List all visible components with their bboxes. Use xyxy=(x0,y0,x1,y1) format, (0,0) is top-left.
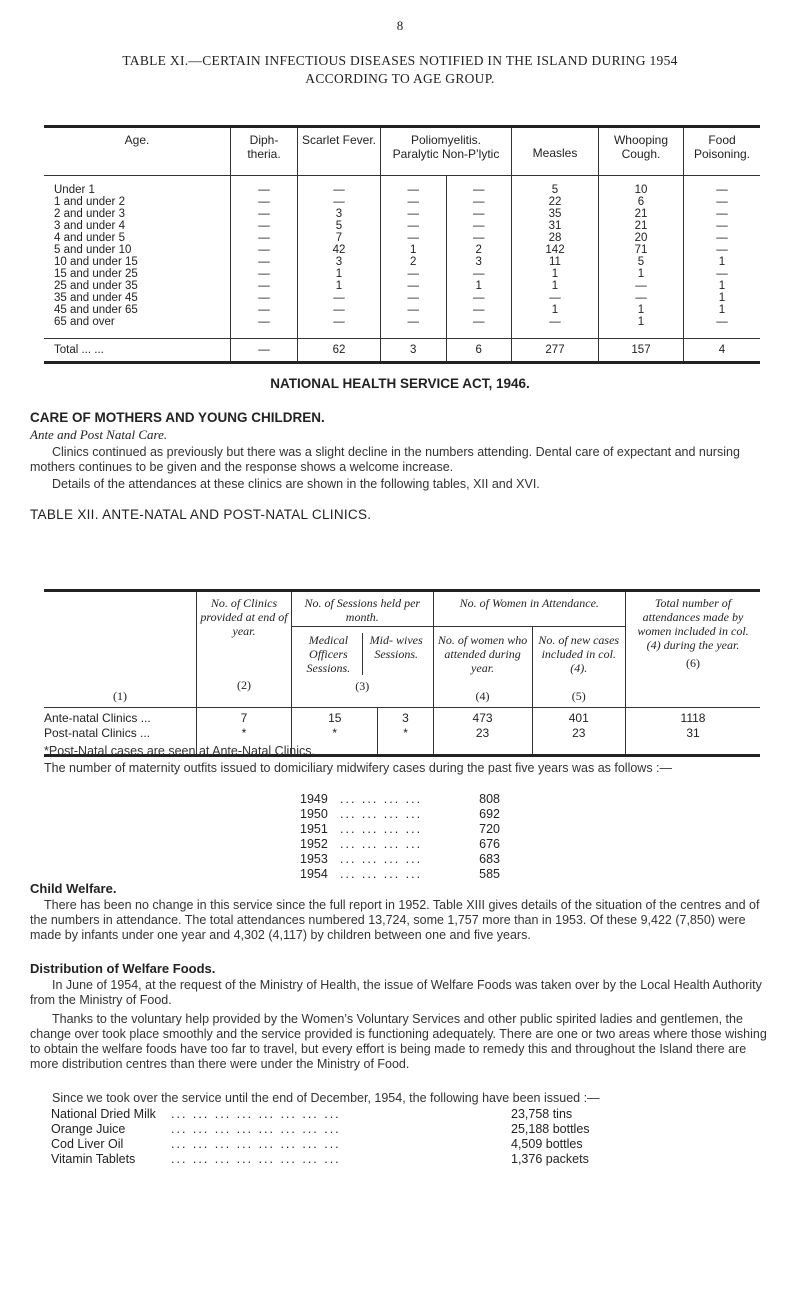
cell-polio-paralytic: — xyxy=(381,208,447,220)
cell-age: 5 and under 10 xyxy=(54,244,132,256)
table-row xyxy=(44,708,760,727)
cell-polio-paralytic: — xyxy=(381,304,447,316)
total-polio-nonparalytic: 6 xyxy=(446,339,512,363)
midwife-sessions: * xyxy=(378,726,433,756)
table-row xyxy=(44,220,760,232)
cell-whooping-cough: 1 xyxy=(599,304,684,316)
header-whooping-cough: Whooping Cough. xyxy=(599,127,684,176)
cell-scarlet-fever: 1 xyxy=(298,280,381,292)
cell-diphtheria: — xyxy=(231,256,298,268)
cell-food-poisoning: — xyxy=(684,316,761,339)
cell-diphtheria: — xyxy=(231,196,298,208)
nhs-heading: NATIONAL HEALTH SERVICE ACT, 1946. xyxy=(270,376,530,391)
cell-measles: 1 xyxy=(512,268,599,280)
col4-number: (4) xyxy=(475,689,490,703)
cell-polio-nonparalytic: — xyxy=(446,316,512,339)
table-row xyxy=(44,280,760,292)
list-item xyxy=(51,1137,751,1152)
col3b-label: Mid- wives Sessions. xyxy=(369,633,423,661)
outfits-list xyxy=(300,792,540,882)
table-row xyxy=(44,208,760,220)
clinics-count: 7 xyxy=(197,708,292,727)
clinics-count: * xyxy=(197,726,292,756)
cell-diphtheria: — xyxy=(231,268,298,280)
table-row xyxy=(44,176,760,197)
header-scarlet-fever: Scarlet Fever. xyxy=(298,127,381,176)
cell-polio-paralytic: — xyxy=(381,196,447,208)
leader-dots: ... ... ... ... xyxy=(340,852,423,866)
cell-polio-nonparalytic: — xyxy=(446,268,512,280)
outfit-year: 1953 xyxy=(300,852,328,866)
row-label: Post-natal Clinics ... xyxy=(44,726,197,756)
cell-age: 65 and over xyxy=(54,316,115,328)
cell-whooping-cough: — xyxy=(599,280,684,292)
total-attendances: 31 xyxy=(626,726,761,756)
list-item xyxy=(300,807,540,822)
total-food: 4 xyxy=(684,339,761,363)
outfit-year: 1950 xyxy=(300,807,328,821)
cell-polio-paralytic: 1 xyxy=(381,244,447,256)
list-item xyxy=(300,792,540,807)
cell-polio-nonparalytic: — xyxy=(446,208,512,220)
list-item xyxy=(300,837,540,852)
cell-polio-paralytic: — xyxy=(381,316,447,339)
cell-polio-nonparalytic: — xyxy=(446,220,512,232)
header-col3-sub xyxy=(292,627,434,708)
total-label: Total ... ... xyxy=(44,339,231,363)
care-subheading: Ante and Post Natal Care. xyxy=(30,427,168,442)
cell-measles: 28 xyxy=(512,232,599,244)
cell-measles: 1 xyxy=(512,304,599,316)
list-item xyxy=(51,1152,751,1167)
list-item xyxy=(300,867,540,882)
table-clinics xyxy=(44,589,760,757)
list-item xyxy=(300,852,540,867)
cell-polio-paralytic: — xyxy=(381,280,447,292)
leader-dots: ... ... ... ... xyxy=(340,792,423,806)
cell-polio-nonparalytic: — xyxy=(446,176,512,197)
distribution-heading: Distribution of Welfare Foods. xyxy=(30,961,216,976)
cell-whooping-cough: — xyxy=(599,292,684,304)
cell-age: 45 and under 65 xyxy=(54,304,138,316)
cell-scarlet-fever: — xyxy=(298,196,381,208)
cell-whooping-cough: 10 xyxy=(599,176,684,197)
header-col45: No. of Women in Attendance. xyxy=(433,591,625,627)
cell-scarlet-fever: — xyxy=(298,176,381,197)
col2-number: (2) xyxy=(237,678,251,692)
table-row xyxy=(44,244,760,256)
food-name: National Dried Milk xyxy=(51,1107,156,1121)
cell-age: 10 and under 15 xyxy=(54,256,138,268)
medical-sessions: * xyxy=(292,726,378,756)
cell-food-poisoning: 1 xyxy=(684,280,761,292)
cell-age: Under 1 xyxy=(54,184,95,196)
table11-caption-line1: TABLE XI.—CERTAIN INFECTIOUS DISEASES NOTIFIED IN THE ISLAND DURING 1954 xyxy=(122,53,678,68)
cell-measles: 22 xyxy=(512,196,599,208)
cell-food-poisoning: — xyxy=(684,268,761,280)
outfit-year: 1954 xyxy=(300,867,328,881)
outfit-year: 1949 xyxy=(300,792,328,806)
cell-polio-nonparalytic: — xyxy=(446,292,512,304)
issues-list xyxy=(51,1107,751,1167)
cell-measles: 31 xyxy=(512,220,599,232)
food-quantity: 4,509 bottles xyxy=(511,1137,583,1151)
food-name: Orange Juice xyxy=(51,1122,126,1136)
cell-age: 2 and under 3 xyxy=(54,208,125,220)
outfit-count: 692 xyxy=(479,807,500,821)
table11-caption-line2: ACCORDING TO AGE GROUP. xyxy=(305,71,495,86)
outfits-intro: The number of maternity outfits issued to domiciliary midwifery cases during the past five years was as follows :— xyxy=(44,761,673,775)
table-row xyxy=(44,304,760,316)
cell-scarlet-fever: 1 xyxy=(298,268,381,280)
women-attended: 473 xyxy=(433,708,532,727)
cell-diphtheria: — xyxy=(231,244,298,256)
total-attendances: 1118 xyxy=(626,708,761,727)
outfit-count: 808 xyxy=(479,792,500,806)
cell-whooping-cough: 20 xyxy=(599,232,684,244)
footnote: *Post-Natal cases are seen at Ante-Natal Clinics. xyxy=(44,744,315,758)
cell-polio-nonparalytic: — xyxy=(446,196,512,208)
new-cases: 401 xyxy=(532,708,625,727)
food-quantity: 25,188 bottles xyxy=(511,1122,590,1136)
cell-polio-paralytic: 2 xyxy=(381,256,447,268)
header-diphtheria: Diph- theria. xyxy=(231,127,298,176)
cell-food-poisoning: — xyxy=(684,232,761,244)
outfit-count: 683 xyxy=(479,852,500,866)
cell-polio-nonparalytic: 2 xyxy=(446,244,512,256)
col3a-label: Medical Officers Sessions. xyxy=(295,633,363,675)
cell-measles: 11 xyxy=(512,256,599,268)
col5-label: No. of new cases included in col. (4). xyxy=(538,633,620,675)
cell-polio-nonparalytic: — xyxy=(446,304,512,316)
care-paragraph-2: Details of the attendances at these clinics are shown in the following tables, XII and XVI. xyxy=(52,477,540,491)
cell-measles: 35 xyxy=(512,208,599,220)
cell-measles: — xyxy=(512,316,599,339)
col6-label: Total number of attendances made by women included in col. (4) during the year. xyxy=(637,596,749,652)
child-welfare-heading: Child Welfare. xyxy=(30,881,117,896)
cell-measles: 1 xyxy=(512,280,599,292)
table-row xyxy=(44,232,760,244)
cell-food-poisoning: — xyxy=(684,244,761,256)
table-row xyxy=(44,268,760,280)
cell-food-poisoning: 1 xyxy=(684,292,761,304)
cell-scarlet-fever: — xyxy=(298,304,381,316)
food-name: Vitamin Tablets xyxy=(51,1152,136,1166)
cell-food-poisoning: — xyxy=(684,208,761,220)
table12-caption: TABLE XII. ANTE-NATAL AND POST-NATAL CLINICS. xyxy=(30,507,372,522)
new-cases: 23 xyxy=(532,726,625,756)
outfit-year: 1952 xyxy=(300,837,328,851)
cell-age: 3 and under 4 xyxy=(54,220,125,232)
total-diphtheria: — xyxy=(231,339,298,363)
list-item xyxy=(51,1107,751,1122)
cell-diphtheria: — xyxy=(231,304,298,316)
cell-whooping-cough: 21 xyxy=(599,208,684,220)
distribution-paragraph-2: Thanks to the voluntary help provided by the Women’s Voluntary Services and other public spirited ladies and gentlemen, the change over took place smoothly and the service provided is functioning adequately. There are one or two areas where those wishing to obtain the welfare foods have too far to travel, but every effort is being made to remedy this and throughout the Island there are more distribution centres than there were under the Ministry of Food. xyxy=(30,1012,767,1071)
cell-polio-nonparalytic: 3 xyxy=(446,256,512,268)
cell-scarlet-fever: 3 xyxy=(298,256,381,268)
leader-dots: ... ... ... ... xyxy=(340,822,423,836)
col4-label: No. of women who attended during year. xyxy=(437,633,528,675)
total-scarlet: 62 xyxy=(298,339,381,363)
cell-diphtheria: — xyxy=(231,280,298,292)
leader-dots: ... ... ... ... ... ... ... ... xyxy=(171,1152,341,1166)
cell-polio-nonparalytic: — xyxy=(446,232,512,244)
cell-whooping-cough: 1 xyxy=(599,268,684,280)
header-col2 xyxy=(197,591,292,708)
cell-food-poisoning: 1 xyxy=(684,304,761,316)
cell-scarlet-fever: — xyxy=(298,292,381,304)
leader-dots: ... ... ... ... ... ... ... ... xyxy=(171,1137,341,1151)
header-measles: Measles xyxy=(512,127,599,176)
cell-measles: — xyxy=(512,292,599,304)
list-item xyxy=(300,822,540,837)
leader-dots: ... ... ... ... xyxy=(340,867,423,881)
page-number: 8 xyxy=(396,18,404,33)
cell-food-poisoning: 1 xyxy=(684,256,761,268)
cell-whooping-cough: 6 xyxy=(599,196,684,208)
women-attended: 23 xyxy=(433,726,532,756)
distribution-paragraph-3: Since we took over the service until the end of December, 1954, the following have been issued :— xyxy=(52,1091,600,1105)
cell-polio-paralytic: — xyxy=(381,232,447,244)
cell-diphtheria: — xyxy=(231,232,298,244)
cell-food-poisoning: — xyxy=(684,220,761,232)
cell-whooping-cough: 21 xyxy=(599,220,684,232)
table-infectious-diseases xyxy=(44,125,760,364)
cell-measles: 142 xyxy=(512,244,599,256)
medical-sessions: 15 xyxy=(292,708,378,727)
food-quantity: 1,376 packets xyxy=(511,1152,589,1166)
header-food-poisoning: Food Poisoning. xyxy=(684,127,761,176)
total-whooping: 157 xyxy=(599,339,684,363)
header-polio-subtypes: Paralytic Non-P’lytic xyxy=(381,147,512,176)
cell-scarlet-fever: — xyxy=(298,316,381,339)
outfit-count: 676 xyxy=(479,837,500,851)
cell-diphtheria: — xyxy=(231,220,298,232)
total-measles: 277 xyxy=(512,339,599,363)
cell-polio-nonparalytic: 1 xyxy=(446,280,512,292)
header-col1 xyxy=(44,591,197,708)
outfit-year: 1951 xyxy=(300,822,328,836)
cell-age: 25 and under 35 xyxy=(54,280,138,292)
cell-polio-paralytic: — xyxy=(381,292,447,304)
cell-age: 15 and under 25 xyxy=(54,268,138,280)
cell-polio-paralytic: — xyxy=(381,268,447,280)
table-row xyxy=(44,196,760,208)
header-age: Age. xyxy=(44,127,231,176)
cell-diphtheria: — xyxy=(231,208,298,220)
col3-number: (3) xyxy=(355,679,370,693)
table-row xyxy=(44,316,760,339)
leader-dots: ... ... ... ... ... ... ... ... xyxy=(171,1122,341,1136)
header-col3: No. of Sessions held per month. xyxy=(292,591,434,627)
cell-diphtheria: — xyxy=(231,316,298,339)
cell-polio-paralytic: — xyxy=(381,220,447,232)
col1-number: (1) xyxy=(113,689,127,703)
cell-whooping-cough: 5 xyxy=(599,256,684,268)
child-welfare-paragraph: There has been no change in this service since the full report in 1952. Table XIII gives details of the situation of the centres and of the numbers in attendance. The total attendances numbered 13,724, some 1,757 more than in 1953. Of these 9,422 (7,850) were made by infants under one year and 4,302 (4,117) by children between one and five years. xyxy=(30,898,760,942)
col6-number: (6) xyxy=(686,656,700,670)
food-name: Cod Liver Oil xyxy=(51,1137,124,1151)
cell-diphtheria: — xyxy=(231,292,298,304)
header-col4 xyxy=(433,627,532,708)
col2-label: No. of Clinics provided at end of year. xyxy=(200,596,288,638)
header-col6 xyxy=(626,591,761,708)
leader-dots: ... ... ... ... xyxy=(340,807,423,821)
cell-diphtheria: — xyxy=(231,176,298,197)
header-poliomyelitis: Poliomyelitis. xyxy=(381,127,512,148)
list-item xyxy=(51,1122,751,1137)
cell-age: 1 and under 2 xyxy=(54,196,125,208)
cell-scarlet-fever: 42 xyxy=(298,244,381,256)
cell-whooping-cough: 71 xyxy=(599,244,684,256)
care-heading: CARE OF MOTHERS AND YOUNG CHILDREN. xyxy=(30,410,325,425)
cell-scarlet-fever: 7 xyxy=(298,232,381,244)
outfit-count: 720 xyxy=(479,822,500,836)
header-col5 xyxy=(532,627,625,708)
outfit-count: 585 xyxy=(479,867,500,881)
cell-whooping-cough: 1 xyxy=(599,316,684,339)
cell-food-poisoning: — xyxy=(684,176,761,197)
cell-age: 4 and under 5 xyxy=(54,232,125,244)
care-paragraph-1: Clinics continued as previously but there was a slight decline in the numbers attending. Dental care of expectant and nursing mothers continues to be given and the response shows a welcome increase. xyxy=(30,445,740,474)
food-quantity: 23,758 tins xyxy=(511,1107,573,1121)
cell-age: 35 and under 45 xyxy=(54,292,138,304)
table-row xyxy=(44,256,760,268)
row-label: Ante-natal Clinics ... xyxy=(44,711,151,725)
cell-food-poisoning: — xyxy=(684,196,761,208)
leader-dots: ... ... ... ... ... ... ... ... xyxy=(171,1107,341,1121)
cell-polio-paralytic: — xyxy=(381,176,447,197)
cell-measles: 5 xyxy=(512,176,599,197)
leader-dots: ... ... ... ... xyxy=(340,837,423,851)
cell-scarlet-fever: 5 xyxy=(298,220,381,232)
col5-number: (5) xyxy=(571,689,586,703)
cell-scarlet-fever: 3 xyxy=(298,208,381,220)
distribution-paragraph-1: In June of 1954, at the request of the Ministry of Health, the issue of Welfare Foods was taken over by the Local Health Authority from the Ministry of Food. xyxy=(30,978,762,1007)
table-row xyxy=(44,292,760,304)
total-polio-paralytic: 3 xyxy=(381,339,447,363)
midwife-sessions: 3 xyxy=(378,708,433,727)
